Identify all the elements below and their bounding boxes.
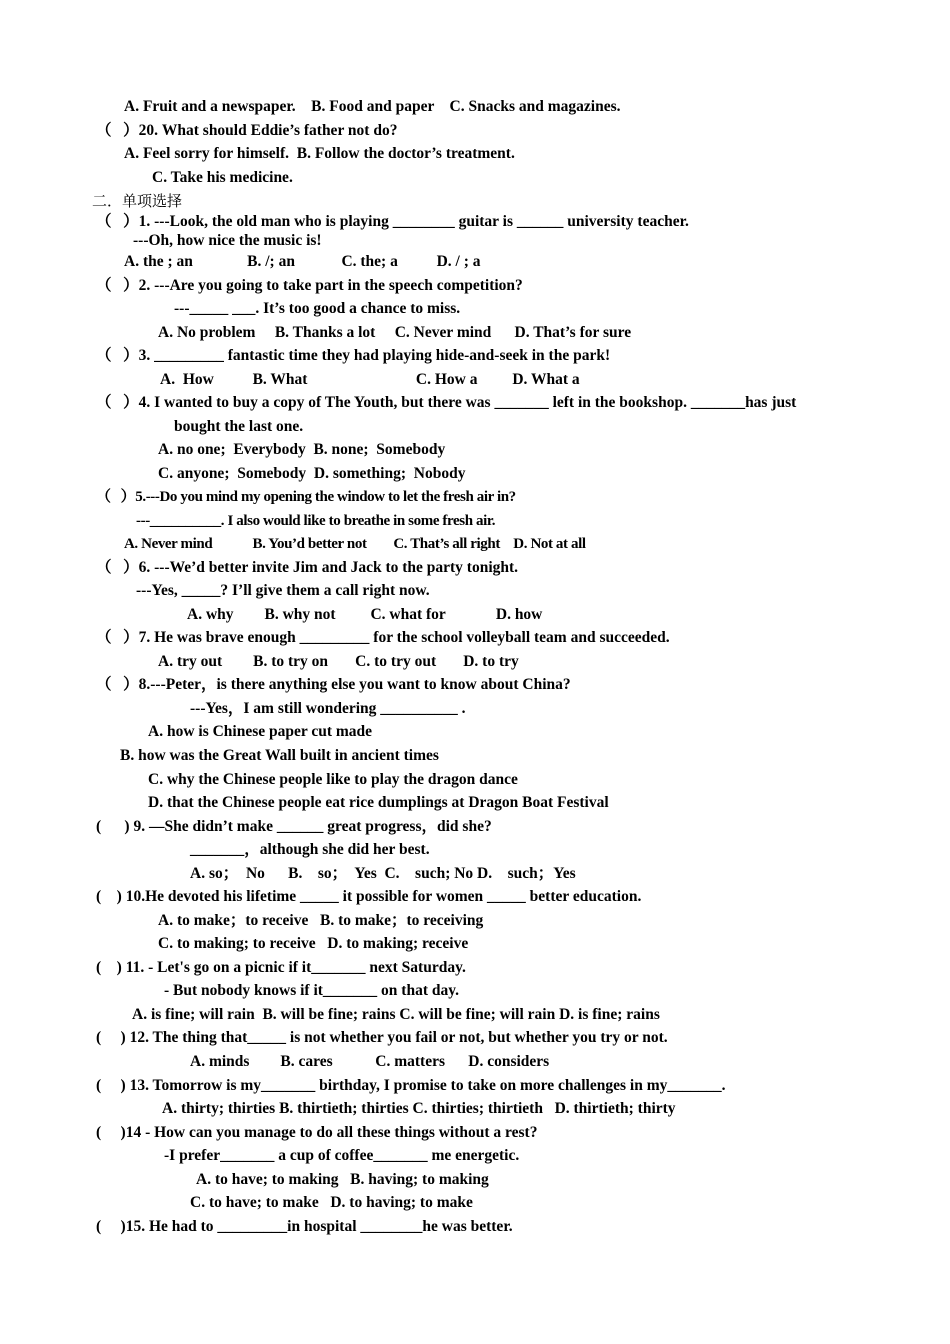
q2-question: （ ）2. ---Are you going to take part in the speech competition? [96, 277, 523, 294]
q8-option-c: C. why the Chinese people like to play the dragon dance [148, 771, 518, 788]
q8-option-a: A. how is Chinese paper cut made [148, 723, 373, 740]
q5-question: （ ）5.---Do you mind my opening the window to let the fresh air in? [96, 489, 516, 505]
q10-options-cd: C. to making; to receive D. to making; receive [158, 935, 469, 952]
q1-question: （ ）1. ---Look, the old man who is playing ________ guitar is ______ university teacher. [96, 213, 689, 230]
q11-question: ( ) 11. - Let's go on a picnic if it_______ next Saturday. [96, 959, 466, 976]
q4-options-cd: C. anyone; Somebody D. something; Nobody [158, 465, 466, 482]
q7-question: （ ）7. He was brave enough _________ for the school volleyball team and succeeded. [96, 629, 670, 646]
q10-question: ( ) 10.He devoted his lifetime _____ it possible for women _____ better education. [96, 888, 642, 905]
q2-options: A. No problem B. Thanks a lot C. Never mind D. That’s for sure [158, 324, 632, 341]
q8-option-d: D. that the Chinese people eat rice dumplings at Dragon Boat Festival [148, 794, 609, 811]
q11-reply: - But nobody knows if it_______ on that day. [164, 982, 459, 999]
q9-options: A. so； No B. so； Yes C. such; No D. such；Yes [190, 865, 576, 882]
q4-options-ab: A. no one; Everybody B. none; Somebody [158, 441, 446, 458]
q13-question: ( ) 13. Tomorrow is my_______ birthday, I promise to take on more challenges in my_______. [96, 1077, 726, 1094]
q8-question: （ ）8.---Peter，is there anything else you want to know about China? [96, 676, 571, 693]
q15-question: ( )15. He had to _________in hospital ________he was better. [96, 1218, 513, 1235]
section-heading: 二．单项选择 [92, 192, 183, 210]
q1-reply: ---Oh, how nice the music is! [133, 232, 322, 249]
q4-question: （ ）4. I wanted to buy a copy of The Youth, but there was _______ left in the bookshop. _______has just [96, 394, 797, 411]
q8-reply: ---Yes，I am still wondering __________ . [190, 700, 466, 717]
q7-options: A. try out B. to try on C. to try out D. to try [158, 653, 519, 670]
q6-reply: ---Yes, _____? I’ll give them a call right now. [136, 582, 430, 599]
q12-question: ( ) 12. The thing that_____ is not whether you fail or not, but whether you try or not. [96, 1029, 668, 1046]
q6-options: A. why B. why not C. what for D. how [187, 606, 543, 623]
q12-options: A. minds B. cares C. matters D. considers [190, 1053, 550, 1070]
q10-options-ab: A. to make；to receive B. to make；to receiving [158, 912, 484, 929]
q5-options: A. Never mind B. You’d better not C. That’s all right D. Not at all [124, 536, 586, 552]
q20-option-c: C. Take his medicine. [152, 169, 293, 186]
q19-options: A. Fruit and a newspaper. B. Food and paper C. Snacks and magazines. [124, 98, 621, 115]
q20-question: （ ）20. What should Eddie’s father not do? [96, 122, 398, 139]
q20-options-ab: A. Feel sorry for himself. B. Follow the doctor’s treatment. [124, 145, 515, 162]
q3-question: （ ）3. _________ fantastic time they had playing hide-and-seek in the park! [96, 347, 611, 364]
q1-options: A. the ; an B. /; an C. the; a D. / ; a [124, 253, 481, 270]
q11-options: A. is fine; will rain B. will be fine; rains C. will be fine; will rain D. is fine; rains [132, 1006, 660, 1023]
q3-options: A. How B. What C. How a D. What a [160, 371, 580, 388]
q14-options-ab: A. to have; to making B. having; to making [196, 1171, 489, 1188]
q14-reply: -I prefer_______ a cup of coffee_______ me energetic. [164, 1147, 520, 1164]
q2-reply: ---_____ ___. It’s too good a chance to miss. [174, 300, 461, 317]
q9-question: ( ) 9. —She didn’t make ______ great progress，did she? [96, 818, 492, 835]
q13-options: A. thirty; thirties B. thirtieth; thirties C. thirties; thirtieth D. thirtieth; thirty [162, 1100, 676, 1117]
q6-question: （ ）6. ---We’d better invite Jim and Jack to the party tonight. [96, 559, 519, 576]
q4-question-cont: bought the last one. [174, 418, 304, 435]
q5-reply: ---__________. I also would like to breathe in some fresh air. [136, 513, 496, 529]
q8-option-b: B. how was the Great Wall built in ancient times [120, 747, 439, 764]
q9-reply: _______，although she did her best. [190, 841, 430, 858]
q14-question: ( )14 - How can you manage to do all these things without a rest? [96, 1124, 538, 1141]
q14-options-cd: C. to have; to make D. to having; to make [190, 1194, 473, 1211]
